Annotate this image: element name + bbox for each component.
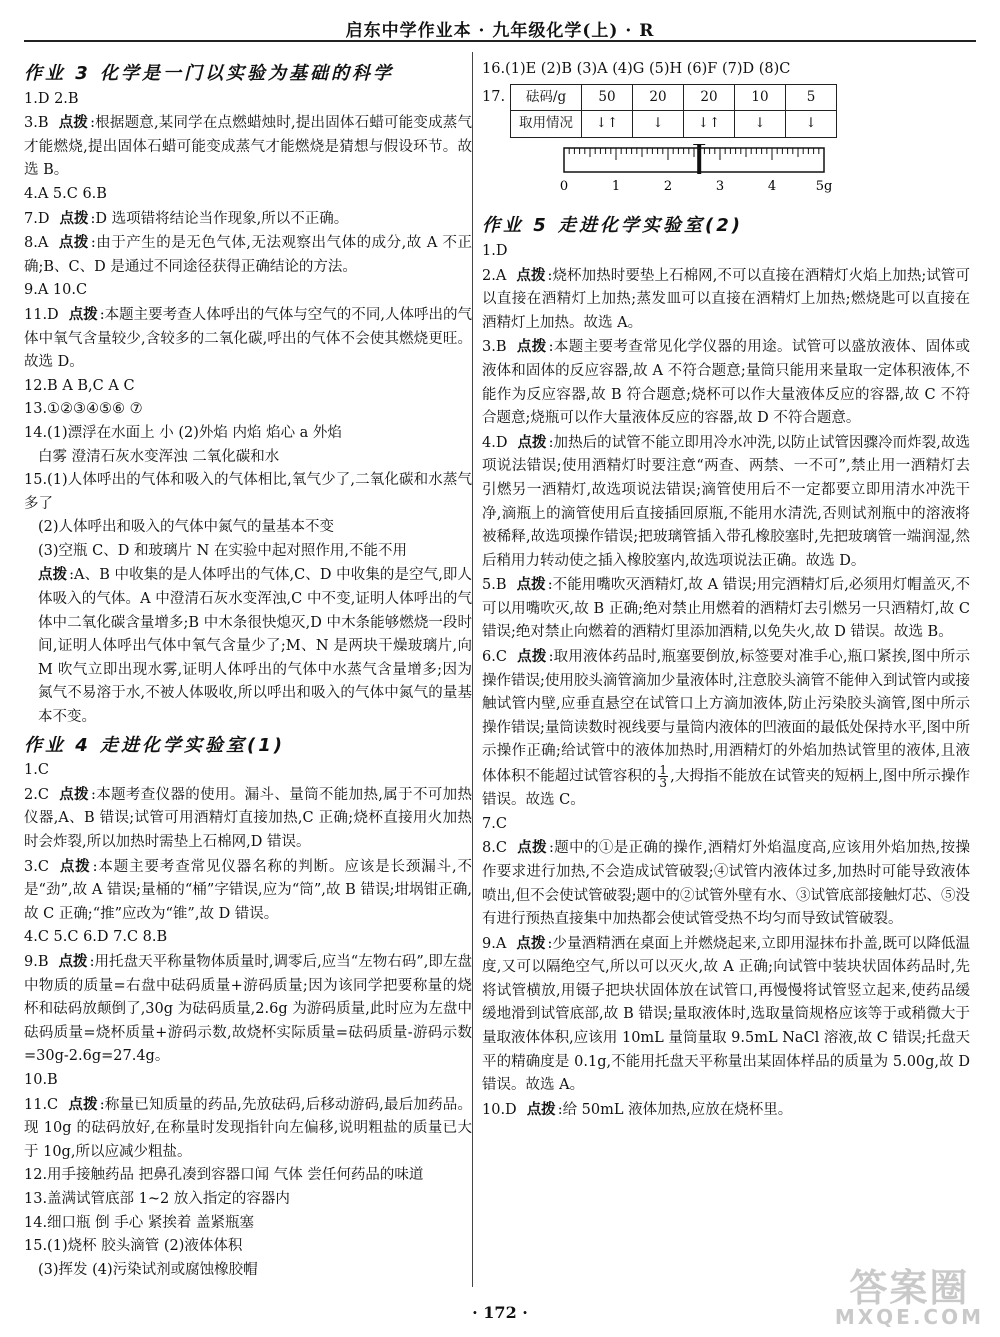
- ruler-tick-label: 4: [767, 178, 777, 194]
- answer-key: 白雾 澄清石灰水变浑浊 二氧化碳和水: [38, 448, 280, 465]
- answer-key: 12.B A B,C A C: [24, 377, 135, 394]
- table-cell: ↓: [633, 111, 684, 138]
- answer-item: [24, 1069, 472, 1093]
- column-divider: [472, 52, 473, 1287]
- answer-key: 6.C: [482, 649, 507, 666]
- explanation-text: :A、B 中收集的是人体呼出的气体,C、D 中收集的是空气,即人体吸入的气体。A 中澄清石灰水变浑浊,C 中不变,证明人体呼出的气体中二氧化碳含量增多;B 中木条很快熄灭,D 中木条能够燃烧一段时间,证明人体呼出气体中氧气含量少了;M、N 是两块干燥玻璃片,向 M 吹气立即出现水雾,证明人体呼出的气体中水蒸气含量增多;因为氮气不易溶于水,不被人体吸收,所以呼出和吸入的气体中氮气的量基本不变。: [38, 567, 473, 726]
- tip-label: 点拨: [516, 338, 547, 356]
- ruler-tick-label: 3: [715, 178, 725, 194]
- answer-key: (3)空瓶 C、D 和玻璃片 N 在实验中起对照作用,不能不用: [38, 542, 407, 559]
- rider-marker: [697, 144, 701, 174]
- answer-key: 12.用手接触药品 把鼻孔凑到容器口闻 气体 尝任何药品的味道: [24, 1167, 424, 1184]
- explanation-text: :不能用嘴吹灭酒精灯,故 A 错误;用完酒精灯后,必须用灯帽盖灭,不可以用嘴吹灭,故 B 正确;绝对禁止用燃着的酒精灯去引燃另一只酒精灯,故 C 错误;绝对禁止向燃着的酒精灯里添加酒精,以免失火,故 D 错误。故选 B。: [482, 577, 971, 641]
- weights-table: [510, 84, 837, 138]
- answer-17-label: 17.: [482, 88, 506, 105]
- tip-label: 点拨: [58, 785, 89, 803]
- tip-label: 点拨: [516, 648, 547, 666]
- answer-key: 3.B: [482, 339, 507, 356]
- answer-item: [24, 183, 472, 207]
- fraction-numerator: 1: [659, 763, 668, 778]
- answer-item: [482, 264, 970, 336]
- table-cell: ↓↑: [684, 111, 735, 138]
- tip-label: 点拨: [58, 234, 89, 252]
- answer-item: [24, 855, 472, 927]
- answer-item: [24, 469, 472, 516]
- answer-item: [24, 446, 472, 470]
- explanation-text: :D 选项错将结论当作现象,所以不正确。: [90, 210, 349, 227]
- answer-item: [24, 207, 472, 232]
- answer-item: [24, 783, 472, 855]
- header-rule: [24, 40, 976, 42]
- answer-item: [24, 111, 472, 183]
- answer-item: [24, 1164, 472, 1188]
- explanation-text: :用托盘天平称量物体质量时,调零后,应当“左物右码”,即左盘中物质的质量=右盘中砝码质量+游码质量;因为该同学把要称量的烧杯和砝码放颠倒了,30g 为砝码质量,2.6g 为游码质量,此时应为左盘中砝码质量=烧杯质量+游码示数,故烧杯实际质量=砝码质量-游码示数=30g-2.6g=27.4g。: [24, 953, 472, 1065]
- section-title-5: 作业 5 走进化学实验室(2): [482, 215, 744, 237]
- watermark-title: 答案圈: [849, 1266, 970, 1310]
- explanation-text: :取用液体药品时,瓶塞要倒放,标签要对准手心,瓶口紧挨,图中所示操作错误;使用胶头滴管滴加少量液体时,注意胶头滴管不能伸入到试管内或接触试管内壁,应垂直悬空在试管口上方滴加液体,防止污染胶头滴管,图中所示操作错误;量筒读数时视线要与量筒内液体的凹液面的最低处保持水平,图中所示操作正确;给试管中的液体加热时,用酒精灯的外焰加热试管里的液体,且液体体积不能超过试管容积的: [482, 649, 970, 785]
- answer-key: (3)挥发 (4)污染试剂或腐蚀橡胶帽: [38, 1261, 258, 1278]
- explanation-text: :少量酒精洒在桌面上并燃烧起来,立即用湿抹布扑盖,既可以降低温度,又可以隔绝空气,所以可以灭火,故 A 正确;向试管中装块状固体药品时,先将试管横放,用镊子把块状固体放在试管口,再慢慢将试管竖立起来,使药品缓缓地滑到试管底部,故 B 错误;量取液体时,选取量筒规格应该等于或稍微大于量取液体体积,应该用 10mL 量筒量取 9.5mL NaCl 溶液,故 C 错误;托盘天平的精确度是 0.1g,不能用托盘天平称量出某固体样品的质量为 5.00g,故 D 错误。故选 A。: [482, 935, 970, 1094]
- answer-key: 15.(1)烧杯 胶头滴管 (2)液体体积: [24, 1238, 243, 1255]
- answer-item: [24, 950, 472, 1069]
- answer-item: [24, 759, 472, 783]
- table-cell: 取用情况: [511, 111, 582, 138]
- explanation-text: ,大拇指不能放在试管夹的短柄上,图中所示操作错误。故选 C。: [482, 768, 971, 809]
- answer-key: 11.D: [24, 306, 59, 323]
- rider-ruler-svg: [552, 144, 842, 196]
- answer-item: [482, 836, 970, 931]
- answer-item: [482, 1098, 970, 1123]
- answer-item: [482, 813, 970, 837]
- answer-item: [24, 1235, 472, 1259]
- answer-key: 10.D: [482, 1101, 517, 1118]
- weights-row: [511, 84, 837, 111]
- explanation-text: :由于产生的是无色气体,无法观察出气体的成分,故 A 不正确;B、C、D 是通过不同途径获得正确结论的方法。: [24, 235, 473, 275]
- explanation-text: :给 50mL 液体加热,应放在烧杯里。: [557, 1101, 793, 1118]
- tip-label: 点拨: [38, 566, 68, 584]
- answer-key: 4.A 5.C 6.B: [24, 185, 107, 202]
- answer-key: 8.C: [482, 840, 507, 857]
- answer-key: 9.A: [482, 935, 507, 952]
- answer-item: [482, 645, 970, 813]
- table-cell: 5: [786, 84, 837, 111]
- ruler-tick-label: 1: [611, 178, 621, 194]
- answer-key: 11.C: [24, 1096, 59, 1113]
- answer-item: [24, 422, 472, 446]
- answer-item: [24, 303, 472, 375]
- ruler-tick-label: 0: [559, 178, 569, 194]
- section-title-3: 作业 3 化学是一门以实验为基础的科学: [24, 63, 395, 84]
- answer-item: [24, 1093, 472, 1165]
- tip-label: 点拨: [516, 839, 548, 857]
- explanation-text: :根据题意,某同学在点燃蜡烛时,提出固体石蜡可能变成蒸气才能燃烧,提出固体石蜡可能变成蒸气才能燃烧是猜想与假设环节。故选 B。: [24, 115, 472, 179]
- answer-key: 14.(1)漂浮在水面上 小 (2)外焰 内焰 焰心 a 外焰: [24, 424, 342, 441]
- answer-key: 1.C: [24, 762, 49, 779]
- explanation-text: :本题考查仪器的使用。漏斗、量筒不能加热,属于不可加热仪器,A、B 错误;试管可用酒精灯直接加热,C 正确;烧杯直接用火加热时会炸裂,所以加热时需垫上石棉网,D 错误。: [24, 786, 472, 850]
- answer-item: [24, 1188, 472, 1212]
- answer-key: 7.D: [24, 210, 50, 227]
- explanation-text: :本题主要考查人体呼出的气体与空气的不同,人体呼出的气体中氧气含量较少,含较多的二氧化碳,呼出的气体不会使其燃烧更旺。故选 D。: [24, 306, 473, 371]
- answer-key: 4.C 5.C 6.D 7.C 8.B: [24, 929, 168, 946]
- right-column: [482, 58, 970, 1122]
- answer-item: [482, 335, 970, 430]
- tip-label: 点拨: [68, 1095, 98, 1113]
- tip-label: 点拨: [526, 1100, 556, 1118]
- answer-key: 14.细口瓶 倒 手心 紧挨着 盖紧瓶塞: [24, 1214, 254, 1231]
- answer-item: [24, 88, 472, 112]
- answer-key: 1.D: [482, 242, 508, 259]
- watermark-url: MXQE.COM: [834, 1305, 984, 1329]
- page-number: · 172 ·: [472, 1303, 528, 1322]
- answer-item: [24, 375, 472, 399]
- answer-item: [482, 932, 970, 1098]
- answer-key: 2.A: [482, 267, 507, 284]
- answer-key: (2)人体呼出和吸入的气体中氮气的量基本不变: [38, 519, 335, 536]
- explanation-text: :加热后的试管不能立即用冷水冲洗,以防止试管因骤冷而炸裂,故选项说法错误;使用酒精灯时要注意“两查、两禁、一不可”,禁止用一酒精灯去引燃另一酒精灯,故选项说法错误;滴管使用后不一定都要立即用清水冲洗干净,滴瓶上的滴管使用后直接插回原瓶,不能用水清洗,否则试剂瓶中的溶液将被稀释,故选项操作错误;把玻璃管插入带孔橡胶塞时,先把玻璃管一端润湿,然后稍用力转动使之插入橡胶塞内,故选项说法正确。故选 D。: [482, 434, 971, 569]
- answer-key: 3.C: [24, 858, 49, 875]
- explanation-text: :烧杯加热时要垫上石棉网,不可以直接在酒精灯火焰上加热;试管可以直接在酒精灯上加热;蒸发皿可以直接在酒精灯上加热;燃烧匙可以直接在酒精灯上加热。故选 A。: [482, 267, 970, 331]
- answer-item: [24, 563, 472, 729]
- table-cell: 20: [684, 84, 735, 111]
- ruler-tick-label: 2: [663, 178, 673, 194]
- answer-16: 16.(1)E (2)B (3)A (4)G (5)H (6)F (7)D (8)C: [482, 61, 791, 77]
- answer-key: 2.C: [24, 786, 49, 803]
- answer-key: 7.C: [482, 815, 507, 832]
- section-4-answers: [24, 759, 472, 1282]
- ruler-tick-label: 5g: [815, 178, 833, 194]
- tip-label: 点拨: [516, 934, 546, 952]
- answer-17: [482, 84, 970, 205]
- tip-label: 点拨: [58, 857, 91, 875]
- answer-key: 9.A 10.C: [24, 282, 88, 299]
- answer-item: [482, 240, 970, 264]
- answer-item: [24, 231, 472, 279]
- answer-key: 8.A: [24, 235, 49, 252]
- answer-key: 1.D 2.B: [24, 90, 79, 107]
- table-cell: 20: [633, 84, 684, 111]
- tip-label: 点拨: [58, 114, 89, 132]
- explanation-text: :称量已知质量的药品,先放砝码,后移动游码,最后加药品。现 10g 的砝码放好,在称量时发现指针向左偏移,说明粗盐的质量已大于 10g,所以应减少粗盐。: [24, 1096, 473, 1160]
- table-cell: 50: [582, 84, 633, 111]
- answer-item: [24, 516, 472, 540]
- answer-item: [24, 279, 472, 303]
- tip-label: 点拨: [517, 433, 547, 451]
- answer-key: 13.①②③④⑤⑥ ⑦: [24, 401, 143, 418]
- section-5-answers: [482, 240, 970, 1122]
- answer-item: [482, 573, 970, 645]
- explanation-text: :本题主要考查常见化学仪器的用途。试管可以盛放液体、固体或液体和固体的反应容器,故 A 不符合题意;量筒只能用来量取一定体积液体,不能作为反应容器,故 B 符合题意;烧杯可以作大量液体反应的容器,故 C 不符合题意;烧瓶可以作大量液体反应的容器,故 D 不符合题意。: [482, 339, 970, 427]
- section-title-4: 作业 4 走进化学实验室(1): [24, 734, 286, 756]
- rider-ruler: [552, 144, 970, 205]
- tip-label: 点拨: [68, 305, 98, 323]
- answer-key: 5.B: [482, 577, 507, 594]
- answer-item: [24, 926, 472, 950]
- answer-key: 4.D: [482, 434, 508, 451]
- answer-key: 9.B: [24, 953, 49, 970]
- fraction-denominator: 3: [659, 776, 668, 791]
- table-cell: ↓: [735, 111, 786, 138]
- section-3-answers: [24, 88, 472, 730]
- answer-key: 15.(1)人体呼出的气体和吸入的气体相比,氧气少了,二氧化碳和水蒸气多了: [24, 472, 472, 512]
- tip-label: 点拨: [516, 266, 546, 284]
- answer-item: [482, 431, 970, 574]
- tip-label: 点拨: [59, 209, 89, 227]
- answer-key: 13.盖满试管底部 1~2 放入指定的容器内: [24, 1190, 290, 1207]
- answer-item: [24, 398, 472, 422]
- answer-item: [24, 540, 472, 564]
- answer-key: 10.B: [24, 1071, 58, 1088]
- answer-item: [24, 1259, 472, 1283]
- usage-row: [511, 111, 837, 138]
- page-header: 启东中学作业本 · 九年级化学(上) · R: [345, 21, 655, 41]
- tip-label: 点拨: [58, 952, 88, 970]
- explanation-text: :题中的①是正确的操作,酒精灯外焰温度高,应该用外焰加热,按操作要求进行加热,不会造成试管破裂;④试管内液体过多,加热时可能导致液体喷出,但不会使试管破裂;题中的②试管外壁有水、③试管底部接触灯芯、⑤没有进行预热直接集中加热都会使试管受热不均匀而导致试管破裂。: [482, 840, 970, 928]
- table-cell: ↓↑: [582, 111, 633, 138]
- answer-key: 3.B: [24, 115, 49, 132]
- fraction: [658, 764, 668, 789]
- table-cell: ↓: [786, 111, 837, 138]
- table-cell: 10: [735, 84, 786, 111]
- tip-label: 点拨: [516, 576, 546, 594]
- answer-item: [24, 1212, 472, 1236]
- table-cell: 砝码/g: [511, 84, 582, 111]
- watermark-logo: [834, 1266, 984, 1329]
- left-column: [24, 58, 472, 1282]
- explanation-text: :本题主要考查常见仪器名称的判断。应该是长颈漏斗,不是“劲”,故 A 错误;量桶的“桶”字错误,应为“筒”,故 B 错误;坩埚钳正确,故 C 正确;“推”应改为“锥”,故 D 错误。: [24, 858, 473, 922]
